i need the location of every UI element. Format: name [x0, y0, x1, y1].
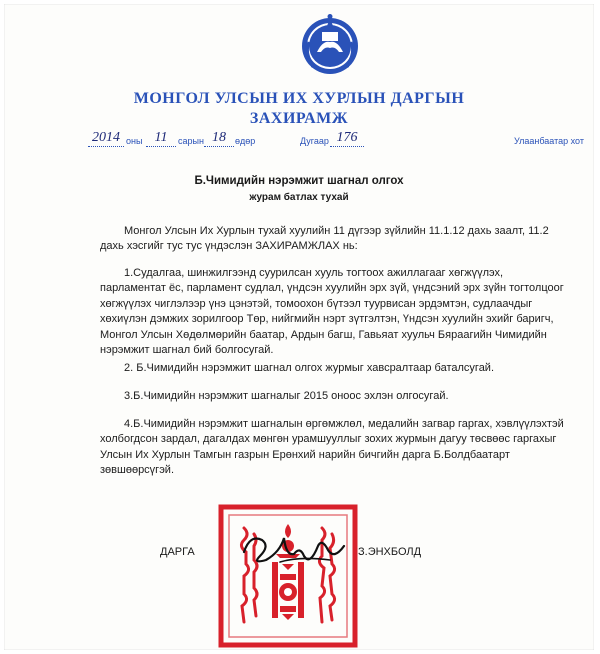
item-paragraph-2 [100, 361, 570, 376]
place-label: Улаанбаатар хот [514, 136, 584, 146]
document-subtitle: журам батлах тухай [249, 192, 349, 203]
number-label: Дугаар [300, 136, 329, 146]
item-paragraph-1 [100, 266, 570, 358]
item-text-4: 4.Б.Чимидийн нэрэмжит шагналын өргөмжлөл, медалийн загвар гаргах, хэвлүүлэхтэй холбогдсон зардал, дагалдах мөнгөн урамшууллыг зохих журмын дагуу төсвөөс гаргахыг Улсын Их Хурлын Тамгын газрын Ерөнхий нарийн бичгийн дарга Б.Болдбаатарт зөвшөөрсүгэй. [100, 418, 564, 477]
item-text-1: 1.Судалгаа, шинжилгээнд суурилсан хууль тогтоох ажиллагааг хөгжүүлэх, парламентат ёс, парламент судлал, үндсэн хуулийн эрх зүй, үндсэний эрх зүйн тогтолцоог хөгжүүлэх чиглэлээр үнэ цэнэтэй, томоохон бүтээл туурвисан эрдэмтэн, судлаачдыг хөхиүлэн дэмжих зорилгоор Төр, нийгмийн нэрт зүтгэлтэн, Үндсэн хуулийн эхийг баригч, Монгол Улсын Хөдөлмөрийн баатар, Ардын багш, Гавьяат хуульч Бяраагийн Чимидийн нэрэмжит шагнал бий болгосугай. [100, 267, 564, 357]
item-paragraph-3 [100, 389, 570, 404]
document-type-title: ЗАХИРАМЖ [249, 110, 349, 127]
handwritten-signature [240, 526, 350, 572]
month-label: сарын [178, 136, 204, 146]
document-meta-row [4, 132, 594, 152]
item-text-3: 3.Б.Чимидийн нэрэмжит шагналыг 2015 оноос эхлэн олгосугай. [124, 390, 449, 402]
day-label: өдөр [235, 136, 256, 146]
intro-paragraph [100, 224, 570, 255]
intro-text: Монгол Улсын Их Хурлын тухай хуулийн 11 дүгээр зүйлийн 11.1.12 дахь заалт, 11.2 дахь хэсгийг тус тус үндэслэн ЗАХИРАМЖЛАХ нь: [100, 225, 549, 253]
document-page [4, 4, 594, 650]
signatory-name: З.ЭНХБОЛД [358, 546, 422, 558]
state-emblem-icon [297, 12, 363, 78]
item-text-2: 2. Б.Чимидийн нэрэмжит шагнал олгох журмыг хавсралтаар баталсугай. [124, 362, 495, 374]
organization-title: МОНГОЛ УЛСЫН ИХ ХУРЛЫН ДАРГЫН [133, 90, 465, 107]
date-day: 18 [204, 130, 234, 147]
date-year: 2014 [88, 130, 124, 147]
item-paragraph-4 [100, 417, 570, 479]
date-month: 11 [146, 130, 176, 147]
document-number: 176 [330, 130, 364, 147]
year-label: оны [126, 136, 143, 146]
signatory-title: ДАРГА [160, 546, 195, 558]
document-title: Б.Чимидийн нэрэмжит шагнал олгох [194, 175, 404, 187]
